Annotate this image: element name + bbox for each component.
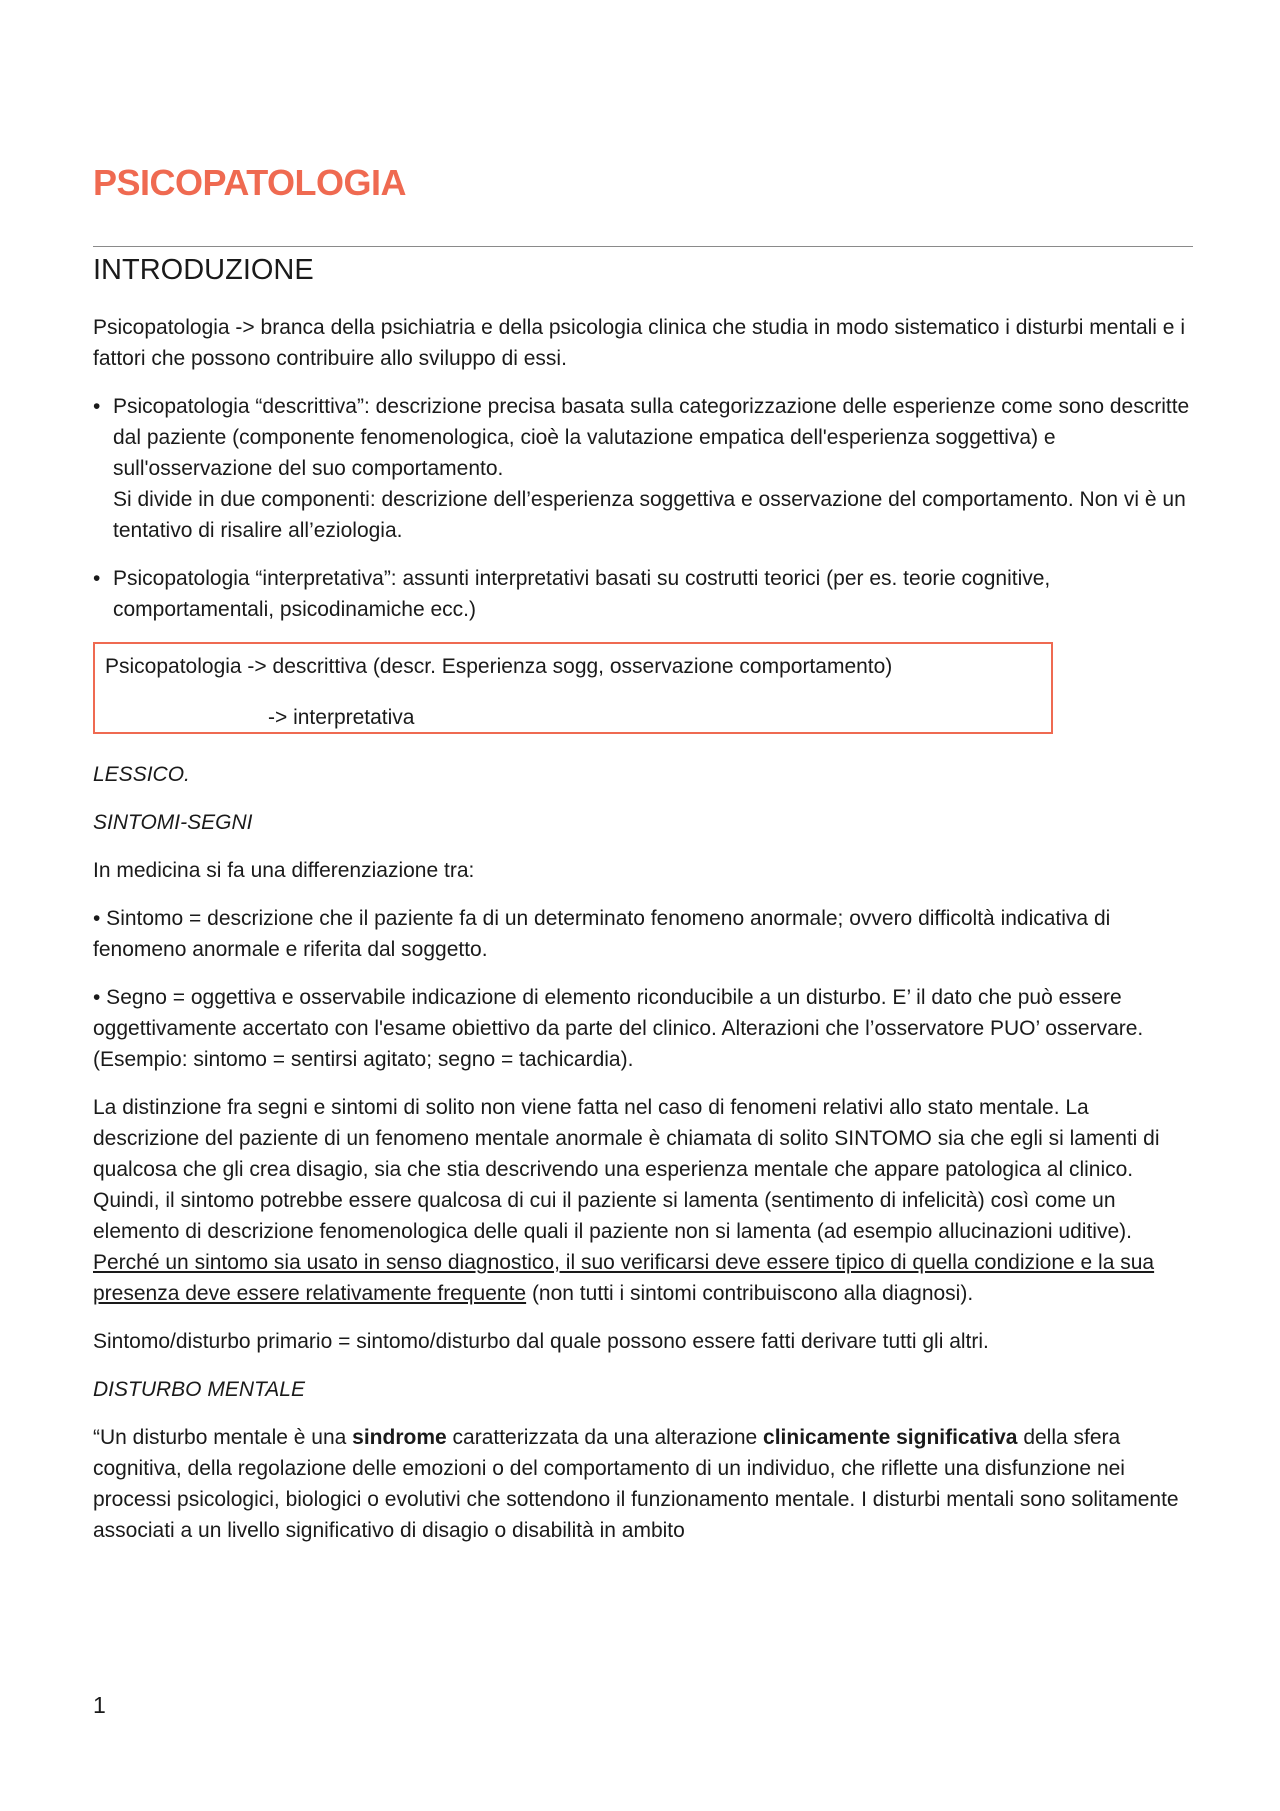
- diagnostic-underlined-text: Perché un sintomo sia usato in senso diagnostico, il suo verificarsi deve essere tipico di quella condizione e la sua presenza deve essere relativamente frequente: [93, 1251, 1155, 1305]
- diagnostic-rest-text: (non tutti i sintomi contribuiscono alla diagnosi).: [526, 1282, 974, 1305]
- intro-paragraph: Psicopatologia -> branca della psichiatria e della psicologia clinica che studia in modo sistematico i disturbi mentali e i fattori che possono contribuire allo sviluppo di essi.: [93, 316, 1185, 370]
- quote-text: “Un disturbo mentale è una: [93, 1426, 353, 1449]
- bullet-text: Psicopatologia “descrittiva”: descrizione precisa basata sulla categorizzazione delle esperienze come sono descritte dal paziente (componente fenomenologica, cioè la valutazione empatica dell'esperienza soggettiva) e sull'osservazione del suo comportamento.: [113, 395, 1190, 480]
- bullet-marker: •: [93, 567, 101, 590]
- primario-paragraph: Sintomo/disturbo primario = sintomo/disturbo dal quale possono essere fatti derivare tutti gli altri.: [93, 1330, 989, 1353]
- lessico-heading: LESSICO.: [93, 763, 190, 786]
- bullet-text: Psicopatologia “interpretativa”: assunti interpretativi basati su costrutti teorici (per es. teorie cognitive, comportamentali, psicodinamiche ecc.): [113, 567, 1051, 621]
- distinzione-paragraph: [93, 1092, 1193, 1309]
- bullet-text-continued: Si divide in due componenti: descrizione dell’esperienza soggettiva e osservazione del comportamento. Non vi è un tentativo di risalire all’eziologia.: [113, 488, 1186, 542]
- esempio-text: (Esempio: sintomo = sentirsi agitato; segno = tachicardia).: [93, 1048, 634, 1071]
- segno-definition: [93, 982, 1193, 1075]
- list-item: [93, 391, 1193, 546]
- disturbo-mentale-heading: DISTURBO MENTALE: [93, 1378, 305, 1401]
- quote-bold-sindrome: sindrome: [352, 1426, 447, 1449]
- section-title: INTRODUZIONE: [93, 254, 314, 286]
- segno-text: • Segno = oggettiva e osservabile indicazione di elemento riconducibile a un disturbo. E’ il dato che può essere oggettivamente accertato con l'esame obiettivo da parte del clinico. Alterazioni che l’osservatore PUO’ osservare.: [93, 986, 1144, 1040]
- quote-bold-clinicamente: clinicamente significativa: [763, 1426, 1018, 1449]
- page-number: 1: [93, 1692, 106, 1718]
- section-divider: [93, 246, 1193, 247]
- sintomo-definition: • Sintomo = descrizione che il paziente fa di un determinato fenomeno anormale; ovvero difficoltà indicativa di fenomeno anormale e riferita dal soggetto.: [93, 907, 1111, 961]
- medicina-intro: In medicina si fa una differenziazione tra:: [93, 859, 475, 882]
- summary-box: [93, 642, 1053, 734]
- bullet-marker: •: [93, 395, 101, 418]
- quote-text: caratterizzata da una alterazione: [446, 1426, 764, 1449]
- summary-line-interpretativa: -> interpretativa: [268, 706, 415, 729]
- definition-quote: [93, 1422, 1193, 1546]
- page-title: PSICOPATOLOGIA: [93, 162, 407, 203]
- quote-text: della sfera cognitiva, della regolazione delle emozioni o del comportamento di un individuo, che riflette una disfunzione nei processi psicologici, biologici o evolutivi che sottendono il funzionamento mentale. I disturbi mentali sono solitamente associati a un livello significativo di disagio o disabilità in ambito: [93, 1426, 1179, 1542]
- distinzione-text: La distinzione fra segni e sintomi di solito non viene fatta nel caso di fenomeni relativi allo stato mentale. La descrizione del paziente di un fenomeno mentale anormale è chiamata di solito SINTOMO sia che egli si lamenti di qualcosa che gli crea disagio, sia che stia descrivendo una esperienza mentale che appare patologica al clinico. Quindi, il sintomo potrebbe essere qualcosa di cui il paziente si lamenta (sentimento di infelicità) così come un elemento di descrizione fenomenologica delle quali il paziente non si lamenta (ad esempio allucinazioni uditive).: [93, 1096, 1160, 1243]
- list-item: [93, 563, 1193, 625]
- sintomi-segni-heading: SINTOMI-SEGNI: [93, 811, 253, 834]
- body-content: [93, 312, 1193, 1563]
- summary-line-descrittiva: Psicopatologia -> descrittiva (descr. Esperienza sogg, osservazione comportamento): [105, 655, 893, 678]
